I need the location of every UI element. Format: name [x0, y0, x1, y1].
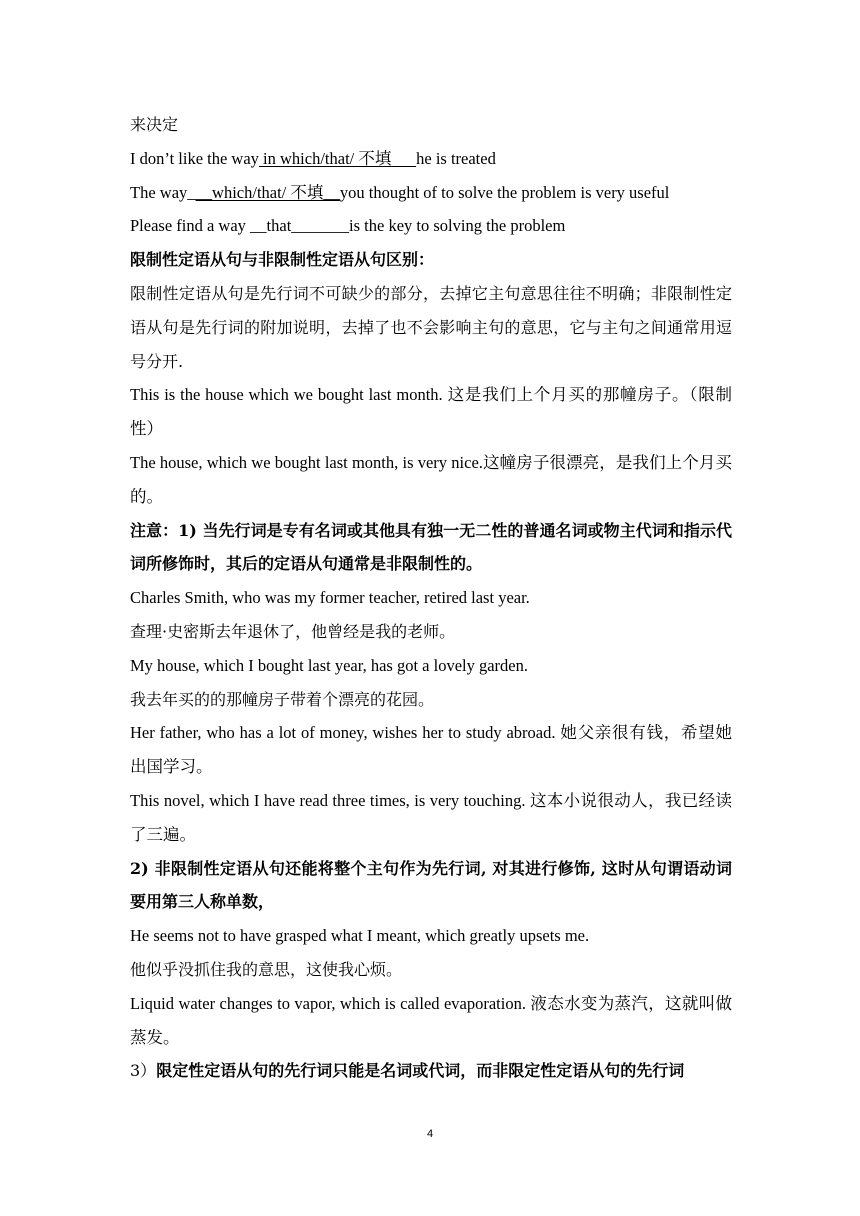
note-heading — [130, 1054, 732, 1088]
example-sentence: This is the house which we bought last month. 这是我们上个月买的那幢房子。（限制性） — [130, 385, 732, 439]
note-heading: 注意：1) 当先行词是专有名词或其他具有独一无二性的普通名词或物主代词和指示代词所修饰时，其后的定语从句通常是非限制性的。 — [130, 520, 732, 574]
example-sentence: The house, which we bought last month, is very nice.这幢房子很漂亮，是我们上个月买的。 — [130, 452, 732, 506]
blank-answer: in which/that/ 不填 — [258, 148, 392, 168]
sentence-start: The way_ — [130, 182, 196, 202]
example-sentence: Liquid water changes to vapor, which is called evaporation. 液态水变为蒸汽，这就叫做蒸发。 — [130, 993, 732, 1047]
note-number: 3） — [130, 1061, 157, 1081]
example-sentence — [130, 176, 732, 210]
blank-answer: __which/that/ 不填__ — [195, 182, 340, 202]
translation: 他似乎没抓住我的意思，这使我心烦。 — [130, 959, 403, 979]
blank-underline — [391, 149, 416, 168]
paragraph: 限制性定语从句是先行词不可缺少的部分，去掉它主句意思往往不明确；非限制性定语从句是先行词的附加说明，去掉了也不会影响主句的意思，它与主句之间通常用逗号分开. — [130, 283, 732, 371]
example-sentence: Her father, who has a lot of money, wishes her to study abroad. 她父亲很有钱，希望她出国学习。 — [130, 723, 732, 777]
example-sentence: My house, which I bought last year, has got a lovely garden. — [130, 655, 528, 675]
sentence-end: you thought of to solve the problem is very useful — [339, 182, 670, 202]
example-sentence — [130, 142, 732, 176]
page-body — [130, 108, 732, 1088]
translation: 查理·史密斯去年退休了，他曾经是我的老师。 — [130, 621, 456, 641]
page-number: 4 — [426, 1128, 434, 1140]
text-line: 来决定 — [130, 115, 179, 134]
example-sentence: Charles Smith, who was my former teacher, retired last year. — [130, 588, 530, 608]
sentence-end: he is treated — [416, 148, 496, 168]
example-sentence: This novel, which I have read three times, is very touching. 这本小说很动人，我已经读了三遍。 — [130, 790, 732, 844]
note-text: 限定性定语从句的先行词只能是名词或代词，而非限定性定语从句的先行词 — [156, 1061, 685, 1081]
section-heading: 限制性定语从句与非限制性定语从句区别： — [130, 250, 435, 270]
note-heading: 2) 非限制性定语从句还能将整个主句作为先行词, 对其进行修饰, 这时从句谓语动词要用第三人称单数， — [130, 858, 732, 912]
sentence-start: I don’t like the way — [130, 148, 259, 168]
example-sentence: Please find a way __that_______is the key to solving the problem — [130, 216, 566, 236]
example-sentence: He seems not to have grasped what I meant, which greatly upsets me. — [130, 926, 590, 946]
translation: 我去年买的的那幢房子带着个漂亮的花园。 — [130, 689, 435, 709]
